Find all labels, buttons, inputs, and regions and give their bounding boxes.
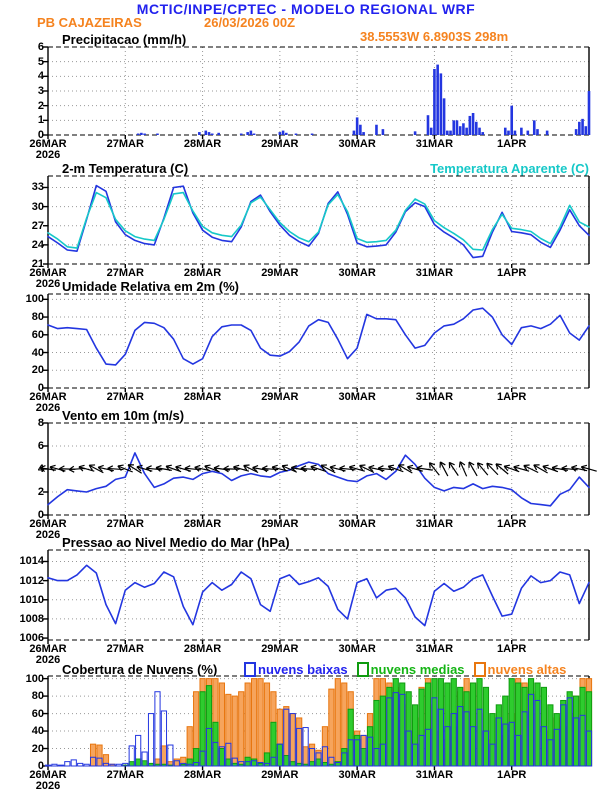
y-tick-label: 33 <box>31 181 44 194</box>
cloud-bar <box>297 718 302 766</box>
precip-bar <box>246 132 249 135</box>
legend-item-high-clouds <box>474 662 567 677</box>
x-tick-label: 31MAR <box>415 643 454 655</box>
cloud-legend <box>244 662 566 677</box>
cloud-bar <box>148 714 153 766</box>
y-tick-label: 0 <box>37 129 44 141</box>
legend-label-high-clouds: nuvens altas <box>487 662 567 677</box>
precip-bar <box>472 113 475 135</box>
precip-bar <box>427 115 430 135</box>
panel-title-clouds: Cobertura de Nuvens (%) <box>62 662 218 677</box>
cloud-bar <box>561 700 566 766</box>
cloud-bar <box>226 694 231 766</box>
x-tick-label: 28MAR <box>183 643 222 655</box>
cloud-bar <box>445 683 450 766</box>
precip-bar <box>469 116 472 135</box>
cloud-bar <box>78 763 83 766</box>
x-tick-label: 28MAR <box>183 267 222 279</box>
y-tick-label: 40 <box>31 725 44 738</box>
x-tick-label: 29MAR <box>261 138 299 150</box>
precip-bar <box>520 128 523 135</box>
wind-barb-icon <box>301 465 317 472</box>
legend-item-mid-clouds <box>357 662 465 677</box>
panel-title-temperature: 2-m Temperatura (C) <box>62 161 189 176</box>
x-tick-label: 29MAR <box>261 518 299 530</box>
x-tick-label: 26MAR <box>29 518 67 530</box>
cloud-bar <box>586 692 591 766</box>
y-tick-label: 6 <box>37 41 44 53</box>
cloud-bar <box>367 727 372 766</box>
y-tick-label: 100 <box>25 293 44 306</box>
legend-item-low-clouds <box>244 662 348 677</box>
cloud-bar <box>303 747 308 766</box>
cloud-bar <box>251 759 256 766</box>
legend-label-low-clouds: nuvens baixas <box>258 662 348 677</box>
x-tick-label: 26MAR <box>29 769 67 781</box>
precip-bar <box>465 128 468 135</box>
precip-bar <box>198 132 201 135</box>
low-clouds-swatch-icon <box>244 662 256 677</box>
x-tick-label: 28MAR <box>183 138 222 150</box>
x-tick-label: 31MAR <box>415 518 454 530</box>
cloud-bar <box>503 696 508 766</box>
cloud-bar <box>335 679 340 766</box>
x-tick-label: 30MAR <box>338 267 376 279</box>
data-line <box>48 565 589 625</box>
precip-bar <box>514 131 517 135</box>
panel-1-plot <box>43 176 589 268</box>
x-year-label: 2026 <box>35 780 61 792</box>
location-coordinates: 38.5553W 6.8903S 298m <box>360 29 509 44</box>
cloud-bar <box>309 762 314 766</box>
cloud-bar <box>232 696 237 766</box>
mid-clouds-swatch-icon <box>357 662 369 677</box>
panel-2-plot <box>43 294 589 392</box>
precip-bar <box>584 126 587 135</box>
cloud-bar <box>528 679 533 766</box>
precip-bar <box>536 129 539 135</box>
precip-bar <box>510 106 513 135</box>
precip-bar <box>507 131 510 135</box>
precip-bar <box>443 98 446 135</box>
cloud-bar <box>97 745 102 766</box>
y-tick-label: 8 <box>37 417 44 429</box>
precip-bar <box>140 133 143 135</box>
x-tick-label: 1APR <box>497 643 527 655</box>
cloud-bar <box>548 705 553 766</box>
y-tick-label: 20 <box>31 742 44 755</box>
cloud-bar <box>284 756 289 766</box>
y-tick-label: 4 <box>37 70 44 83</box>
cloud-bar <box>290 762 295 766</box>
y-tick-label: 100 <box>25 672 44 685</box>
cloud-bar <box>535 683 540 766</box>
high-clouds-swatch-icon <box>474 662 486 677</box>
y-tick-label: 60 <box>31 328 44 341</box>
cloud-bar <box>567 692 572 766</box>
cloud-bar <box>361 749 366 766</box>
cloud-bar <box>103 755 108 766</box>
x-tick-label: 30MAR <box>338 769 376 781</box>
x-year-label: 2026 <box>35 149 61 161</box>
y-tick-label: 5 <box>37 55 44 68</box>
cloud-bar <box>271 722 276 766</box>
cloud-bar <box>380 696 385 766</box>
x-tick-label: 29MAR <box>261 769 299 781</box>
precip-bar <box>533 120 536 135</box>
x-year-label: 2026 <box>35 529 61 541</box>
precip-bar <box>475 122 478 135</box>
y-tick-label: 1012 <box>19 574 44 587</box>
cloud-bar <box>206 686 211 766</box>
precip-bar <box>375 125 378 135</box>
precip-bar <box>156 134 159 135</box>
panel-5-plot <box>43 676 592 770</box>
x-tick-label: 31MAR <box>415 138 454 150</box>
x-tick-label: 29MAR <box>261 391 299 403</box>
page-title: MCTIC/INPE/CPTEC - MODELO REGIONAL WRF <box>136 1 476 17</box>
cloud-bar <box>516 683 521 766</box>
x-tick-label: 26MAR <box>29 391 67 403</box>
cloud-bar <box>316 759 321 766</box>
precip-bar <box>527 131 530 135</box>
precip-bar <box>362 132 365 135</box>
x-tick-label: 30MAR <box>338 391 376 403</box>
wind-barb-icon <box>107 465 123 472</box>
panel-3-plot <box>40 423 598 519</box>
panel-title-humidity: Umidade Relativa em 2m (%) <box>62 279 240 294</box>
legend-apparent-temperature: Temperatura Aparente (C) <box>430 161 589 176</box>
x-tick-label: 30MAR <box>338 643 376 655</box>
panel-title-pressure: Pressao ao Nivel Medio do Mar (hPa) <box>62 535 290 550</box>
cloud-bar <box>438 679 443 766</box>
precip-bar <box>250 131 253 135</box>
station-label: PB CAJAZEIRAS <box>37 15 142 30</box>
wind-barb-icon <box>503 463 520 474</box>
wind-barb-icon <box>457 460 469 477</box>
x-tick-label: 26MAR <box>29 138 67 150</box>
cloud-bar <box>329 689 334 766</box>
cloud-bar <box>213 722 218 766</box>
x-tick-label: 28MAR <box>183 391 222 403</box>
cloud-bar <box>129 762 134 766</box>
x-year-label: 2026 <box>35 654 61 666</box>
x-tick-label: 1APR <box>497 518 527 530</box>
x-tick-label: 31MAR <box>415 391 454 403</box>
cloud-bar <box>239 692 244 766</box>
y-tick-label: 0 <box>37 760 44 772</box>
precip-bar <box>456 120 459 135</box>
cloud-bar <box>245 683 250 766</box>
y-tick-label: 6 <box>37 440 44 452</box>
cloud-bar <box>65 762 70 766</box>
data-line <box>48 193 589 250</box>
cloud-bar <box>400 683 405 766</box>
x-tick-label: 30MAR <box>338 518 376 530</box>
precip-bar <box>253 134 256 135</box>
y-tick-label: 30 <box>31 200 44 213</box>
panel-4-plot <box>43 550 589 644</box>
cloud-bar <box>187 759 192 766</box>
y-tick-label: 1 <box>37 114 44 127</box>
y-tick-label: 20 <box>31 364 44 377</box>
x-tick-label: 29MAR <box>261 267 299 279</box>
cloud-bar <box>458 687 463 766</box>
precip-bar <box>240 134 243 135</box>
x-tick-label: 30MAR <box>338 138 376 150</box>
cloud-bar <box>393 679 398 766</box>
precip-bar <box>217 133 220 135</box>
cloud-bar <box>554 714 559 766</box>
x-tick-label: 29MAR <box>261 643 299 655</box>
cloud-bar <box>522 687 527 766</box>
cloud-bar <box>226 759 231 766</box>
y-tick-label: 2 <box>37 486 44 498</box>
wind-barb-icon <box>532 462 549 475</box>
panel-title-precipitation: Precipitacao (mm/h) <box>62 32 187 47</box>
cloud-bar <box>348 709 353 766</box>
x-tick-label: 27MAR <box>106 267 144 279</box>
y-tick-label: 80 <box>31 311 44 324</box>
cloud-bar <box>58 765 63 766</box>
wind-barb-icon <box>416 465 433 473</box>
cloud-bar <box>413 705 418 766</box>
cloud-bar <box>496 705 501 766</box>
precip-bar <box>459 126 462 135</box>
wind-barb-icon <box>224 466 240 473</box>
y-tick-label: 1006 <box>19 632 44 645</box>
x-tick-label: 1APR <box>497 769 527 781</box>
x-tick-label: 28MAR <box>183 769 222 781</box>
cloud-bar <box>258 679 263 766</box>
cloud-bar <box>200 692 205 766</box>
precip-bar <box>440 73 443 135</box>
y-tick-label: 0 <box>37 509 44 521</box>
precip-bar <box>581 119 584 135</box>
precip-bar <box>462 123 465 135</box>
x-tick-label: 28MAR <box>183 518 222 530</box>
cloud-bar <box>342 749 347 766</box>
x-tick-label: 26MAR <box>29 643 67 655</box>
y-tick-label: 2 <box>37 99 44 112</box>
cloud-bar <box>490 714 495 766</box>
panel-0-plot <box>43 47 590 139</box>
x-year-label: 2026 <box>35 278 61 290</box>
x-tick-label: 31MAR <box>415 769 454 781</box>
precip-bar <box>449 131 452 135</box>
precip-bar <box>143 134 146 135</box>
cloud-bar <box>71 760 76 766</box>
x-tick-label: 27MAR <box>106 643 144 655</box>
precip-bar <box>311 134 314 135</box>
cloud-bar <box>322 763 327 766</box>
cloud-bar <box>45 765 50 766</box>
x-tick-label: 27MAR <box>106 769 144 781</box>
cloud-bar <box>451 679 456 766</box>
x-tick-label: 27MAR <box>106 518 144 530</box>
cloud-bar <box>52 764 57 766</box>
cloud-bar <box>477 679 482 766</box>
precip-bar <box>588 91 591 135</box>
precip-bar <box>578 122 581 135</box>
wind-barb-icon <box>88 463 105 476</box>
precip-bar <box>575 129 578 135</box>
cloud-bar <box>580 687 585 766</box>
precip-bar <box>295 134 298 135</box>
cloud-bar <box>387 687 392 766</box>
y-tick-label: 1014 <box>19 555 44 568</box>
cloud-bar <box>290 714 295 766</box>
precip-bar <box>504 128 507 135</box>
precip-bar <box>452 120 455 135</box>
data-line <box>48 308 589 365</box>
precip-bar <box>546 131 549 135</box>
precip-bar <box>285 133 288 135</box>
precip-bar <box>356 117 359 135</box>
x-tick-label: 31MAR <box>415 267 454 279</box>
precip-bar <box>137 134 140 135</box>
precip-bar <box>279 132 282 135</box>
y-tick-label: 1010 <box>19 593 44 606</box>
precip-bar <box>446 131 449 135</box>
y-tick-label: 27 <box>31 219 44 232</box>
precip-bar <box>208 132 211 135</box>
cloud-bar <box>425 683 430 766</box>
x-tick-label: 1APR <box>497 138 527 150</box>
x-tick-label: 27MAR <box>106 391 144 403</box>
cloud-bar <box>90 744 95 766</box>
precip-bar <box>282 131 285 135</box>
cloud-bar <box>219 749 224 766</box>
panel-title-wind: Vento em 10m (m/s) <box>62 408 185 423</box>
cloud-bar <box>464 692 469 766</box>
cloud-bar <box>136 759 141 766</box>
cloud-bar <box>406 692 411 766</box>
cloud-bar <box>432 679 437 766</box>
y-tick-label: 1008 <box>19 612 44 625</box>
cloud-bar <box>174 759 179 766</box>
precip-bar <box>353 131 356 135</box>
cloud-bar <box>116 764 121 766</box>
cloud-bar <box>142 761 147 766</box>
x-tick-label: 1APR <box>497 391 527 403</box>
precip-bar <box>478 128 481 135</box>
y-tick-label: 40 <box>31 346 44 359</box>
precip-bar <box>382 129 385 135</box>
y-tick-label: 0 <box>37 382 44 394</box>
cloud-bar <box>574 696 579 766</box>
cloud-bar <box>483 687 488 766</box>
precip-bar <box>481 132 484 135</box>
precip-bar <box>211 134 214 135</box>
x-tick-label: 1APR <box>497 267 527 279</box>
precip-bar <box>430 128 433 135</box>
x-tick-label: 26MAR <box>29 267 67 279</box>
precip-bar <box>359 125 362 135</box>
precip-bar <box>433 69 436 135</box>
cloud-bar <box>251 679 256 766</box>
legend-label-mid-clouds: nuvens medias <box>370 662 465 677</box>
cloud-bar <box>470 683 475 766</box>
y-tick-label: 4 <box>37 463 44 475</box>
y-tick-label: 60 <box>31 707 44 720</box>
cloud-bar <box>419 689 424 766</box>
precip-bar <box>204 131 207 135</box>
wind-barb-icon <box>165 463 182 474</box>
cloud-bar <box>194 749 199 766</box>
y-tick-label: 3 <box>37 85 44 97</box>
wind-barb-icon <box>69 465 85 472</box>
cloud-bar <box>155 692 160 766</box>
wind-barb-icon <box>281 463 298 475</box>
precip-bar <box>414 131 417 135</box>
y-tick-label: 21 <box>31 258 44 270</box>
y-tick-label: 24 <box>31 238 44 251</box>
cloud-bar <box>264 753 269 766</box>
cloud-bar <box>161 746 166 766</box>
cloud-bar <box>374 700 379 766</box>
cloud-bar <box>277 744 282 766</box>
x-year-label: 2026 <box>35 402 61 414</box>
run-datetime: 26/03/2026 00Z <box>204 15 296 30</box>
x-tick-label: 27MAR <box>106 138 144 150</box>
precip-bar <box>436 65 439 135</box>
y-tick-label: 80 <box>31 690 44 703</box>
data-line <box>48 453 589 506</box>
cloud-bar <box>84 764 89 766</box>
